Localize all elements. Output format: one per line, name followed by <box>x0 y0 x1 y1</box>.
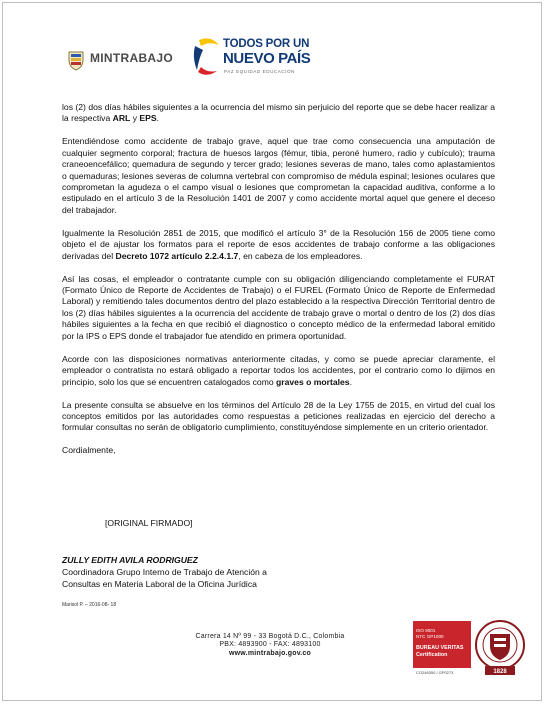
slogan-line-1: TODOS POR UN <box>223 38 310 50</box>
closing-salutation: Cordialmente, <box>62 445 116 456</box>
footer-website-link[interactable]: www.mintrabajo.gov.co <box>229 649 311 657</box>
paragraph-text: . <box>156 113 159 124</box>
signer-title-line-1: Coordinadora Grupo Interno de Trabajo de Atención a <box>62 567 267 577</box>
footer-address: Carrera 14 Nº 99 - 33 Bogotá D.C., Colombia <box>195 633 345 640</box>
paragraph-reporting-deadline <box>62 102 495 125</box>
paragraph-text: y <box>130 113 140 124</box>
certification-iso-1: ISO 9001 <box>416 628 436 633</box>
certification-label: Certification <box>416 652 448 658</box>
footer-contact <box>170 633 370 658</box>
paragraph-resolution-2851 <box>62 228 495 262</box>
seal-year: 1828 <box>493 669 507 675</box>
eps-emphasis: EPS <box>139 113 157 124</box>
certification-code: CO246350 / GP0273 <box>416 670 454 675</box>
signer-name: ZULLY EDITH AVILA RODRIGUEZ <box>62 555 198 565</box>
paragraph-text: . <box>349 376 352 387</box>
signature-note: [ORIGINAL FIRMADO] <box>105 518 193 528</box>
ministry-name: MINTRABAJO <box>90 51 173 65</box>
certification-name: BUREAU VERITAS <box>416 645 464 651</box>
slogan-line-3: PAZ EQUIDAD EDUCACIÓN <box>224 69 296 74</box>
slogan-line-2: NUEVO PAÍS <box>223 50 311 67</box>
paragraph-text: Acorde con las disposiciones normativas anteriormente citadas, y como se puede apreciar claramente, el empleador o contratista no estará obligado a reportar todos los accidentes, por el contrario como lo dijimos en principio, solo los que se encuentren catalogados como <box>62 353 495 387</box>
coat-of-arms-icon <box>66 49 86 71</box>
todos-por-un-nuevo-pais-logo-icon <box>189 36 221 78</box>
paragraph-legal-basis: La presente consulta se absuelve en los términos del Artículo 28 de la Ley 1755 de 2015, en virtud del cual los conceptos emitidos por las autoridades como respuestas a peticiones realizadas en ejercicio del derecho a formular consultas no serán de obligatorio cumplimiento, constituyéndose simplemente en un criterio orientador. <box>62 399 495 433</box>
drafter-note: Marisol P. – 2016-08- 18 <box>62 602 117 608</box>
paragraph-text: los (2) dos días hábiles siguientes a la ocurrencia del mismo sin perjuicio del reporte que se debe hacer realizar a la respectiva <box>62 102 495 124</box>
decree-emphasis: Decreto 1072 artículo 2.2.4.1.7 <box>115 250 239 261</box>
bureau-veritas-seal-icon <box>473 618 527 680</box>
paragraph-furat-furel: Así las cosas, el empleador o contratante cumple con su obligación diligenciando completamente el FURAT (Formato Único de Reporte de Accidentes de Trabajo) o el FUREL (Formato Único de Reporte de Enfermedad Laboral) y remitiendo tales documentos dentro del plazo establecido a la respectiva Dirección Territorial dentro de los (2) días hábiles siguientes a la ocurrencia del accidente de trabajo grave o mortal o dentro de los (2) dos días hábiles siguientes a la fecha en que recibió el diagnostico o concepto médico de la enfermedad laboral emitido por la IPS o EPS donde el trabajador fue atendido en primera oportunidad. <box>62 273 495 341</box>
arl-emphasis: ARL <box>112 113 131 124</box>
footer-phones: PBX: 4893900 - FAX: 4893100 <box>219 641 321 649</box>
paragraph-text: Igualmente la Resolución 2851 de 2015, que modificó el artículo 3° de la Resolución 156 de 2005 tiene como objeto el de ajustar los formatos para el reporte de esos accidentes de trabajo conforme a las obligaciones derivadas del <box>62 227 495 261</box>
graves-mortales-emphasis: graves o mortales <box>276 376 350 387</box>
paragraph-conclusion <box>62 354 495 388</box>
certification-iso-2: NTC GP1000 <box>416 634 444 639</box>
letter-body <box>62 102 495 457</box>
paragraph-text: , en cabeza de los empleadores. <box>238 250 363 261</box>
signer-title-line-2: Consultas en Materia Laboral de la Oficina Jurídica <box>62 579 257 589</box>
paragraph-grave-accident-definition: Entendiéndose como accidente de trabajo grave, aquel que trae como consecuencia una amputación de cualquier segmento corporal; fractura de huesos largos (fémur, tibia, peroné humero, radio y cubículo); trauma craneoencefálico; quemadura de segundo y tercer grado; lesiones severas de mano, tales como aplastamientos o quemaduras; lesiones severas de columna vertebral con compromiso de médula espinal; lesiones oculares que comprometan la agudeza o el campo visual o lesiones que comprometan la capacidad auditiva, conforme a lo estipulado en el artículo 3 de la Resolución 1401 de 2007 y como accidente mortal aquel que genere el deceso del trabajador. <box>62 136 495 215</box>
